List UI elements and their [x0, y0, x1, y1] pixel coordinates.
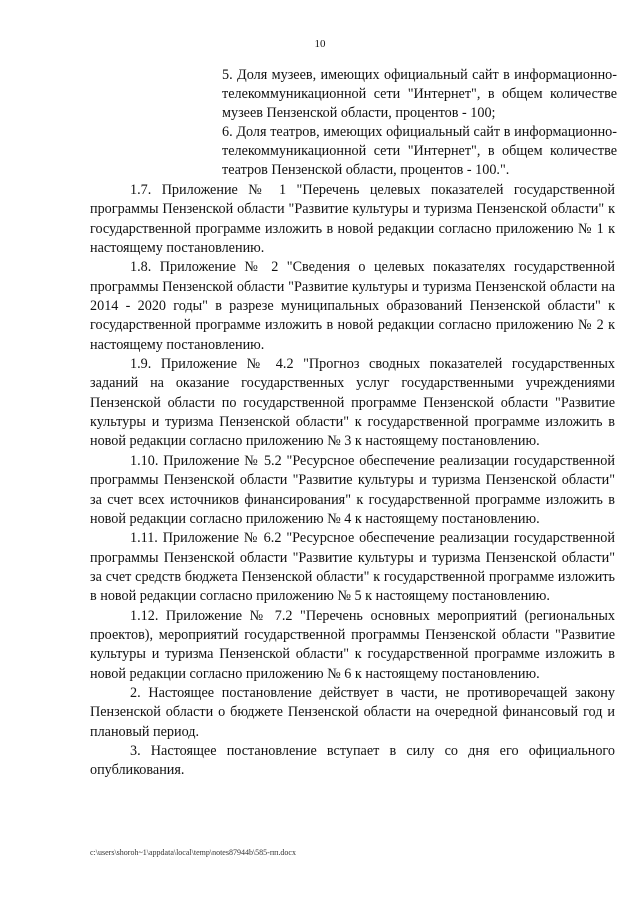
paragraph-1-9: 1.9. Приложение № 4.2 "Прогноз сводных показателей государственных заданий на оказание государственных услуг государственными учреждениями Пензенской области по государственной программе Пензенской области "Развитие культуры и туризма Пензенской области" к государственной программе изложить в новой редакции согласно приложению № 3 к настоящему постановлению.	[90, 356, 615, 450]
inset-item-text: 5. Доля музеев, имеющих официальный сайт в информационно-телекоммуникационной сети "Интернет", в общем количестве музеев Пензенской области, процентов - 100;	[222, 67, 617, 122]
paragraph-2: 2. Настоящее постановление действует в части, не противоречащей закону Пензенской области о бюджете Пензенской области на очередной финансовый год и плановый период.	[90, 684, 615, 740]
paragraph-1-10: 1.10. Приложение № 5.2 "Ресурсное обеспечение реализации государственной программы Пензенской области "Развитие культуры и туризма Пензенской области" за счет всех источников финансирования" к государственной программе изложить в новой редакции согласно приложению № 4 к настоящему постановлению.	[90, 452, 615, 527]
document-body	[90, 181, 615, 781]
inset-item-text: 6. Доля театров, имеющих официальный сайт в информационно-телекоммуникационной сети "Интернет", в общем количестве театров Пензенской области, процентов - 100.".	[222, 124, 617, 179]
paragraph-1-7: 1.7. Приложение № 1 "Перечень целевых показателей государственной программы Пензенской области "Развитие культуры и туризма Пензенской области" к государственной программе изложить в новой редакции согласно приложению № 1 к настоящему постановлению.	[90, 182, 615, 257]
inset-item-5	[222, 66, 617, 124]
inset-item-6	[222, 123, 617, 181]
paragraph-1-8: 1.8. Приложение № 2 "Сведения о целевых показателях государственной программы Пензенской области "Развитие культуры и туризма Пензенской области на 2014 - 2020 годы" в разрезе муниципальных образований Пензенской области" к государственной программе изложить в новой редакции согласно приложению № 2 к настоящему постановлению.	[90, 259, 615, 353]
paragraph-3: 3. Настоящее постановление вступает в силу со дня его официального опубликования.	[90, 742, 615, 779]
paragraph-1-11: 1.11. Приложение № 6.2 "Ресурсное обеспечение реализации государственной программы Пензенской области "Развитие культуры и туризма Пензенской области" за счет средств бюджета Пензенской области" к государственной программе изложить в новой редакции согласно приложению № 5 к настоящему постановлению.	[90, 530, 615, 605]
footer-file-path: c:\users\shoroh~1\appdata\local\temp\notes87944b\585-пп.docx	[90, 848, 296, 857]
paragraph-1-12: 1.12. Приложение № 7.2 "Перечень основных мероприятий (региональных проектов), мероприятий государственной программы Пензенской области "Развитие культуры и туризма Пензенской области" к государственной программе изложить в новой редакции согласно приложению № 6 к настоящему постановлению.	[90, 607, 615, 682]
page-number: 10	[314, 38, 326, 50]
